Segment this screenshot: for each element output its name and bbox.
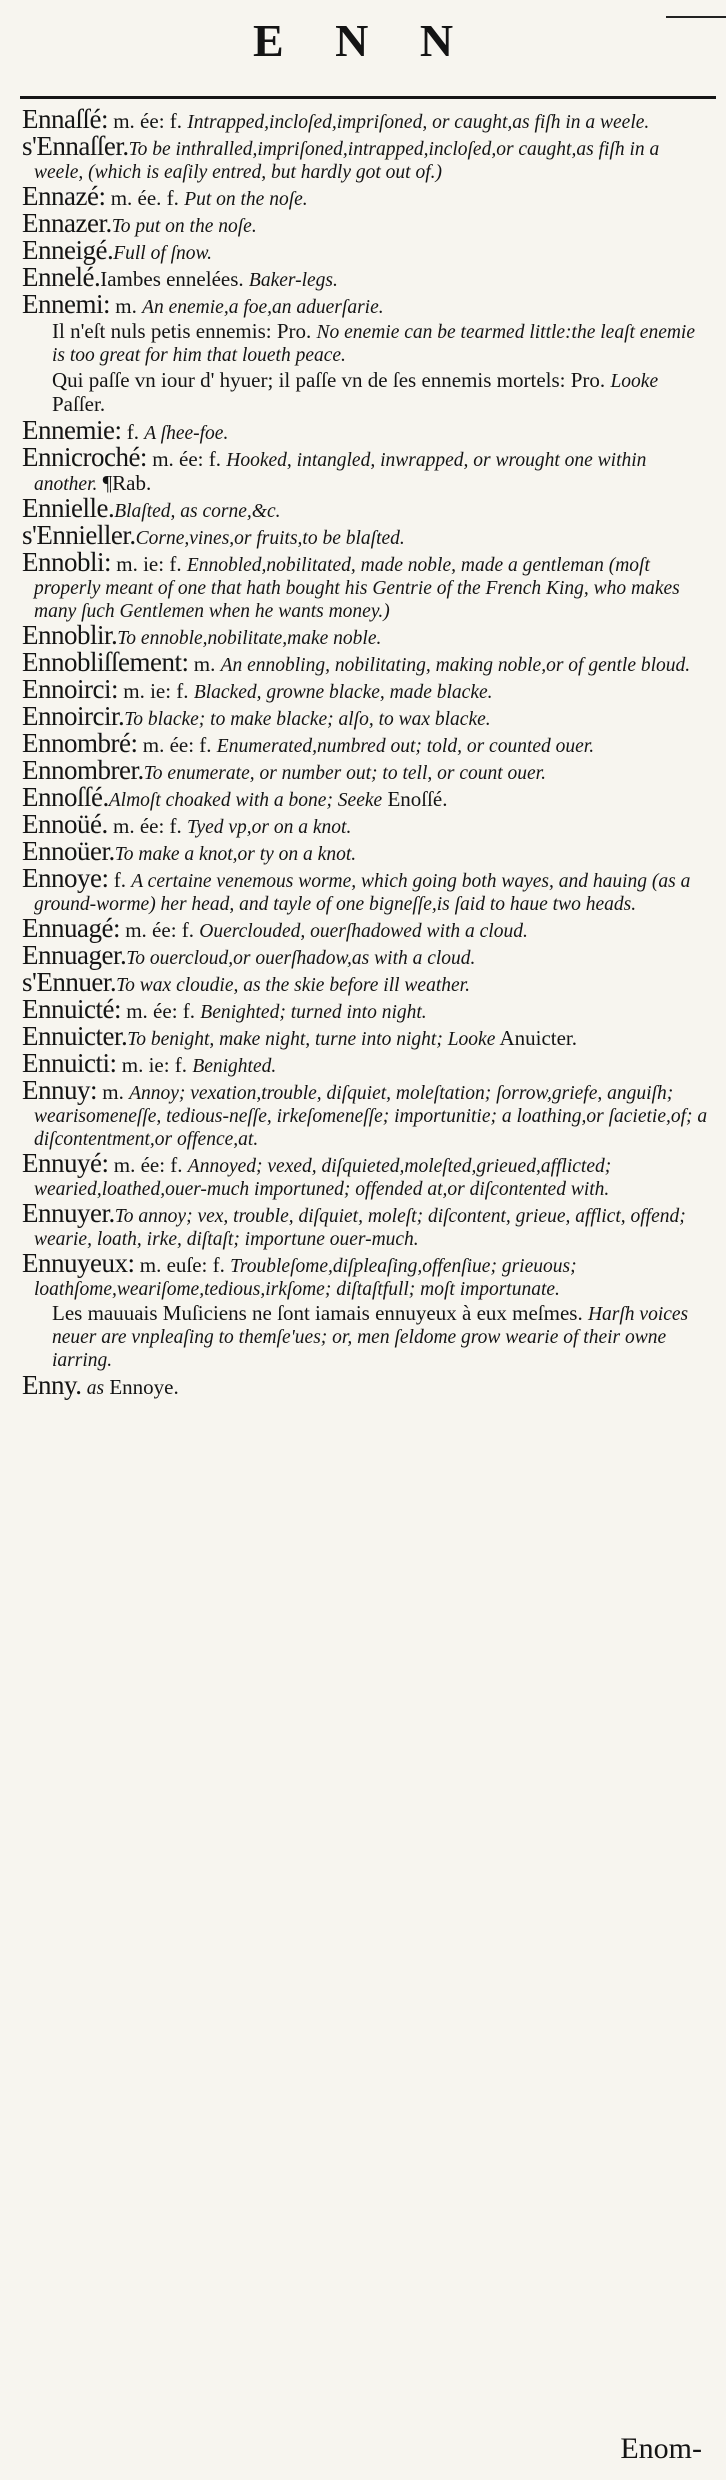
grammar-note: m. [188, 652, 221, 676]
definition: To annoy; vex, trouble, diſquiet, moleſt; diſcontent, grieue, afflict, offend; wearie, loath, irke, diſtaſt; importune ouer-much. [34, 1206, 686, 1250]
definition: An ennobling, nobilitating, making noble,or of gentle bloud. [220, 655, 691, 676]
dictionary-entry [22, 782, 712, 812]
definition: as [86, 1378, 105, 1399]
proverb-subentry [22, 369, 712, 417]
definition: Hooked, intangled, inwrapped, or wrought one within another. [34, 450, 647, 495]
definition: Troubleſome,diſpleaſing,offenſiue; grieuous; loathſome,weariſome,tedious,irkſome; diſtaſtfull; moſt importunate. [34, 1256, 577, 1300]
dictionary-entry [22, 1048, 712, 1078]
dictionary-entry [22, 1021, 712, 1051]
dictionary-entry [22, 442, 712, 496]
cross-reference: Paſſer. [52, 392, 106, 416]
headword: Ennoircir. [22, 701, 125, 731]
definition: Benighted. [192, 1056, 277, 1077]
definition: To blacke; to make blacke; alſo, to wax blacke. [124, 709, 491, 730]
grammar-note: m. ée: f. [137, 733, 217, 757]
cross-reference: Ennoye. [104, 1375, 179, 1399]
headword: Ennuy: [22, 1075, 97, 1105]
entry-list [22, 104, 712, 1401]
definition: Put on the noſe. [184, 189, 308, 210]
definition: Almoſt choaked with a bone; Seeke [108, 790, 383, 811]
headword: s'Ennieller. [22, 520, 136, 550]
headword: Ennielle. [22, 493, 115, 523]
definition: Intrapped,incloſed,impriſoned, or caught,as fiſh in a weele. [187, 112, 650, 133]
dictionary-entry [22, 520, 712, 550]
catchword: Enom- [620, 2432, 702, 2465]
grammar-note: Qui paſſe vn iour d' hyuer; il paſſe vn de ſes ennemis mortels: Pro. [52, 368, 611, 392]
dictionary-entry [22, 1148, 712, 1201]
headword: Ennicroché: [22, 442, 147, 472]
proverb-subentry [22, 1302, 712, 1372]
definition: To ennoble,nobilitate,make noble. [117, 628, 382, 649]
definition: No enemie can be tearmed little:the leaſt enemie is too great for him that loueth peace. [52, 322, 696, 366]
dictionary-entry [22, 131, 712, 184]
headword: Ennuyeux: [22, 1248, 135, 1278]
definition: To put on the noſe. [111, 216, 257, 237]
cross-reference: Enoſſé. [382, 787, 448, 811]
headword: Ennuicti: [22, 1048, 117, 1078]
headword: Ennazer. [22, 208, 112, 238]
dictionary-entry [22, 1370, 712, 1400]
grammar-note: m. ie: f. [117, 679, 194, 703]
definition: An enemie,a foe,an aduerſarie. [142, 297, 384, 318]
definition: Enumerated,numbred out; told, or counted ouer. [216, 736, 595, 757]
dictionary-entry [22, 1198, 712, 1251]
cross-reference: ¶Rab. [97, 471, 152, 495]
proverb-subentry [22, 320, 712, 367]
dictionary-entry [22, 674, 712, 704]
headword: s'Ennaſſer. [22, 131, 129, 161]
dictionary-entry [22, 181, 712, 211]
headword: Ennazé: [22, 181, 106, 211]
headword: Ennemie: [22, 415, 122, 445]
grammar-note: m. ée: f. [108, 1153, 188, 1177]
headword: Ennobliſſement: [22, 647, 189, 677]
definition: Tyed vp,or on a knot. [187, 817, 352, 838]
grammar-note: m. ée: f. [107, 814, 188, 838]
headword: Ennoblir. [22, 620, 118, 650]
grammar-note: m. euſe: f. [134, 1253, 231, 1277]
definition: Annoyed; vexed, diſquieted,moleſted,grieued,afflicted; wearied,loathed,ouer-much importuned; offended at,or diſcontented with. [34, 1156, 612, 1200]
headword: Ennuyer. [22, 1198, 115, 1228]
definition: Ennobled,nobilitated, made noble, made a gentleman (moſt properly meant of one that hath bought his Gentrie of the French King, who makes many ſuch Gentlemen when he wants money.) [34, 555, 680, 622]
definition: Corne,vines,or fruits,to be blaſted. [135, 528, 405, 549]
definition: Annoy; vexation,trouble, diſquiet, moleſtation; ſorrow,griefe, anguiſh; wearisomeneſſe, tedious-neſſe, irkeſomeneſſe; importunitie; a loathing,or ſacietie,of; a diſcontentment,or offence,at. [34, 1083, 708, 1150]
grammar-note: m. ée: f. [119, 918, 200, 942]
headword: Enneigé. [22, 235, 114, 265]
headword: Ennoüé. [22, 809, 108, 839]
dictionary-entry [22, 863, 712, 916]
definition: Ouerclouded, ouerſhadowed with a cloud. [199, 921, 528, 942]
grammar-note: m. ie: f. [116, 1053, 193, 1077]
definition: Benighted; turned into night. [200, 1002, 427, 1023]
definition: Looke [610, 371, 659, 392]
dictionary-entry [22, 836, 712, 866]
definition: Harſh voices neuer are vnpleaſing to themſe'ues; or, men ſeldome grow wearie of their owne iarring. [52, 1304, 689, 1371]
headword: Ennobli: [22, 547, 111, 577]
definition: To ouercloud,or ouerſhadow,as with a cloud. [126, 948, 476, 969]
dictionary-entry [22, 755, 712, 785]
running-head: E N N [252, 15, 474, 66]
headword: s'Ennuer. [22, 967, 117, 997]
grammar-note: m. ée: f. [107, 109, 188, 133]
grammar-note: m. ée: f. [120, 999, 201, 1023]
definition: To wax cloudie, as the skie before ill weather. [116, 975, 470, 996]
dictionary-entry [22, 208, 712, 238]
headword: Ennuicter. [22, 1021, 128, 1051]
header-rule [20, 96, 716, 99]
grammar-note: f. [108, 868, 132, 892]
dictionary-entry [22, 1075, 712, 1151]
headword: Ennuagé: [22, 913, 120, 943]
headword: Ennoirci: [22, 674, 118, 704]
headword: Ennelé. [22, 262, 101, 292]
definition: Full of ſnow. [113, 243, 212, 264]
definition: A certaine venemous worme, which going both wayes, and hauing (as a ground-worme) her head, and tayle of one bigneſſe,is ſaid to haue two heads. [34, 871, 691, 915]
grammar-note: m. [109, 294, 143, 318]
dictionary-entry [22, 262, 712, 292]
grammar-note: f. [121, 420, 145, 444]
dictionary-entry [22, 940, 712, 970]
grammar-note: m. ée: f. [146, 447, 227, 471]
headword: Enny. [22, 1370, 82, 1400]
headword: Ennoüer. [22, 836, 115, 866]
cross-reference: Anuicter. [495, 1026, 578, 1050]
dictionary-entry [22, 967, 712, 997]
dictionary-entry [22, 547, 712, 623]
definition: To benight, make night, turne into night; Looke [127, 1029, 496, 1050]
headword: Ennuicté: [22, 994, 121, 1024]
headword: Ennoſſé. [22, 782, 109, 812]
headword: Ennombré: [22, 728, 138, 758]
grammar-note: m. ie: f. [111, 552, 187, 576]
headword: Ennuager. [22, 940, 127, 970]
page-header [0, 0, 726, 92]
grammar-note: m. [97, 1080, 130, 1104]
headword: Ennoye: [22, 863, 109, 893]
definition: Blacked, growne blacke, made blacke. [193, 682, 493, 703]
definition: Blaſted, as corne,&c. [114, 501, 281, 522]
grammar-note: Les mauuais Muſiciens ne ſont iamais ennuyeux à eux meſmes. [52, 1301, 588, 1325]
headword: Ennaſſé: [22, 104, 108, 134]
dictionary-entry [22, 289, 712, 319]
definition: Baker-legs. [248, 270, 338, 291]
dictionary-entry [22, 1248, 712, 1301]
definition: To make a knot,or ty on a knot. [114, 844, 357, 865]
corner-rule [666, 0, 726, 18]
grammar-note: Il n'eſt nuls petis ennemis: Pro. [52, 319, 317, 343]
grammar-note: Iambes ennelées. [100, 267, 249, 291]
dictionary-entry [22, 647, 712, 677]
grammar-note: m. ée. f. [105, 186, 185, 210]
definition: To be inthralled,impriſoned,intrapped,incloſed,or caught,as fiſh in a weele, (which is eaſily entred, but hardly got out of.) [34, 139, 660, 183]
dictionary-entry [22, 235, 712, 265]
headword: Ennuyé: [22, 1148, 109, 1178]
dictionary-entry [22, 809, 712, 839]
headword: Ennemi: [22, 289, 110, 319]
definition: To enumerate, or number out; to tell, or count ouer. [143, 763, 546, 784]
headword: Ennombrer. [22, 755, 144, 785]
definition: A ſhee-foe. [144, 423, 229, 444]
